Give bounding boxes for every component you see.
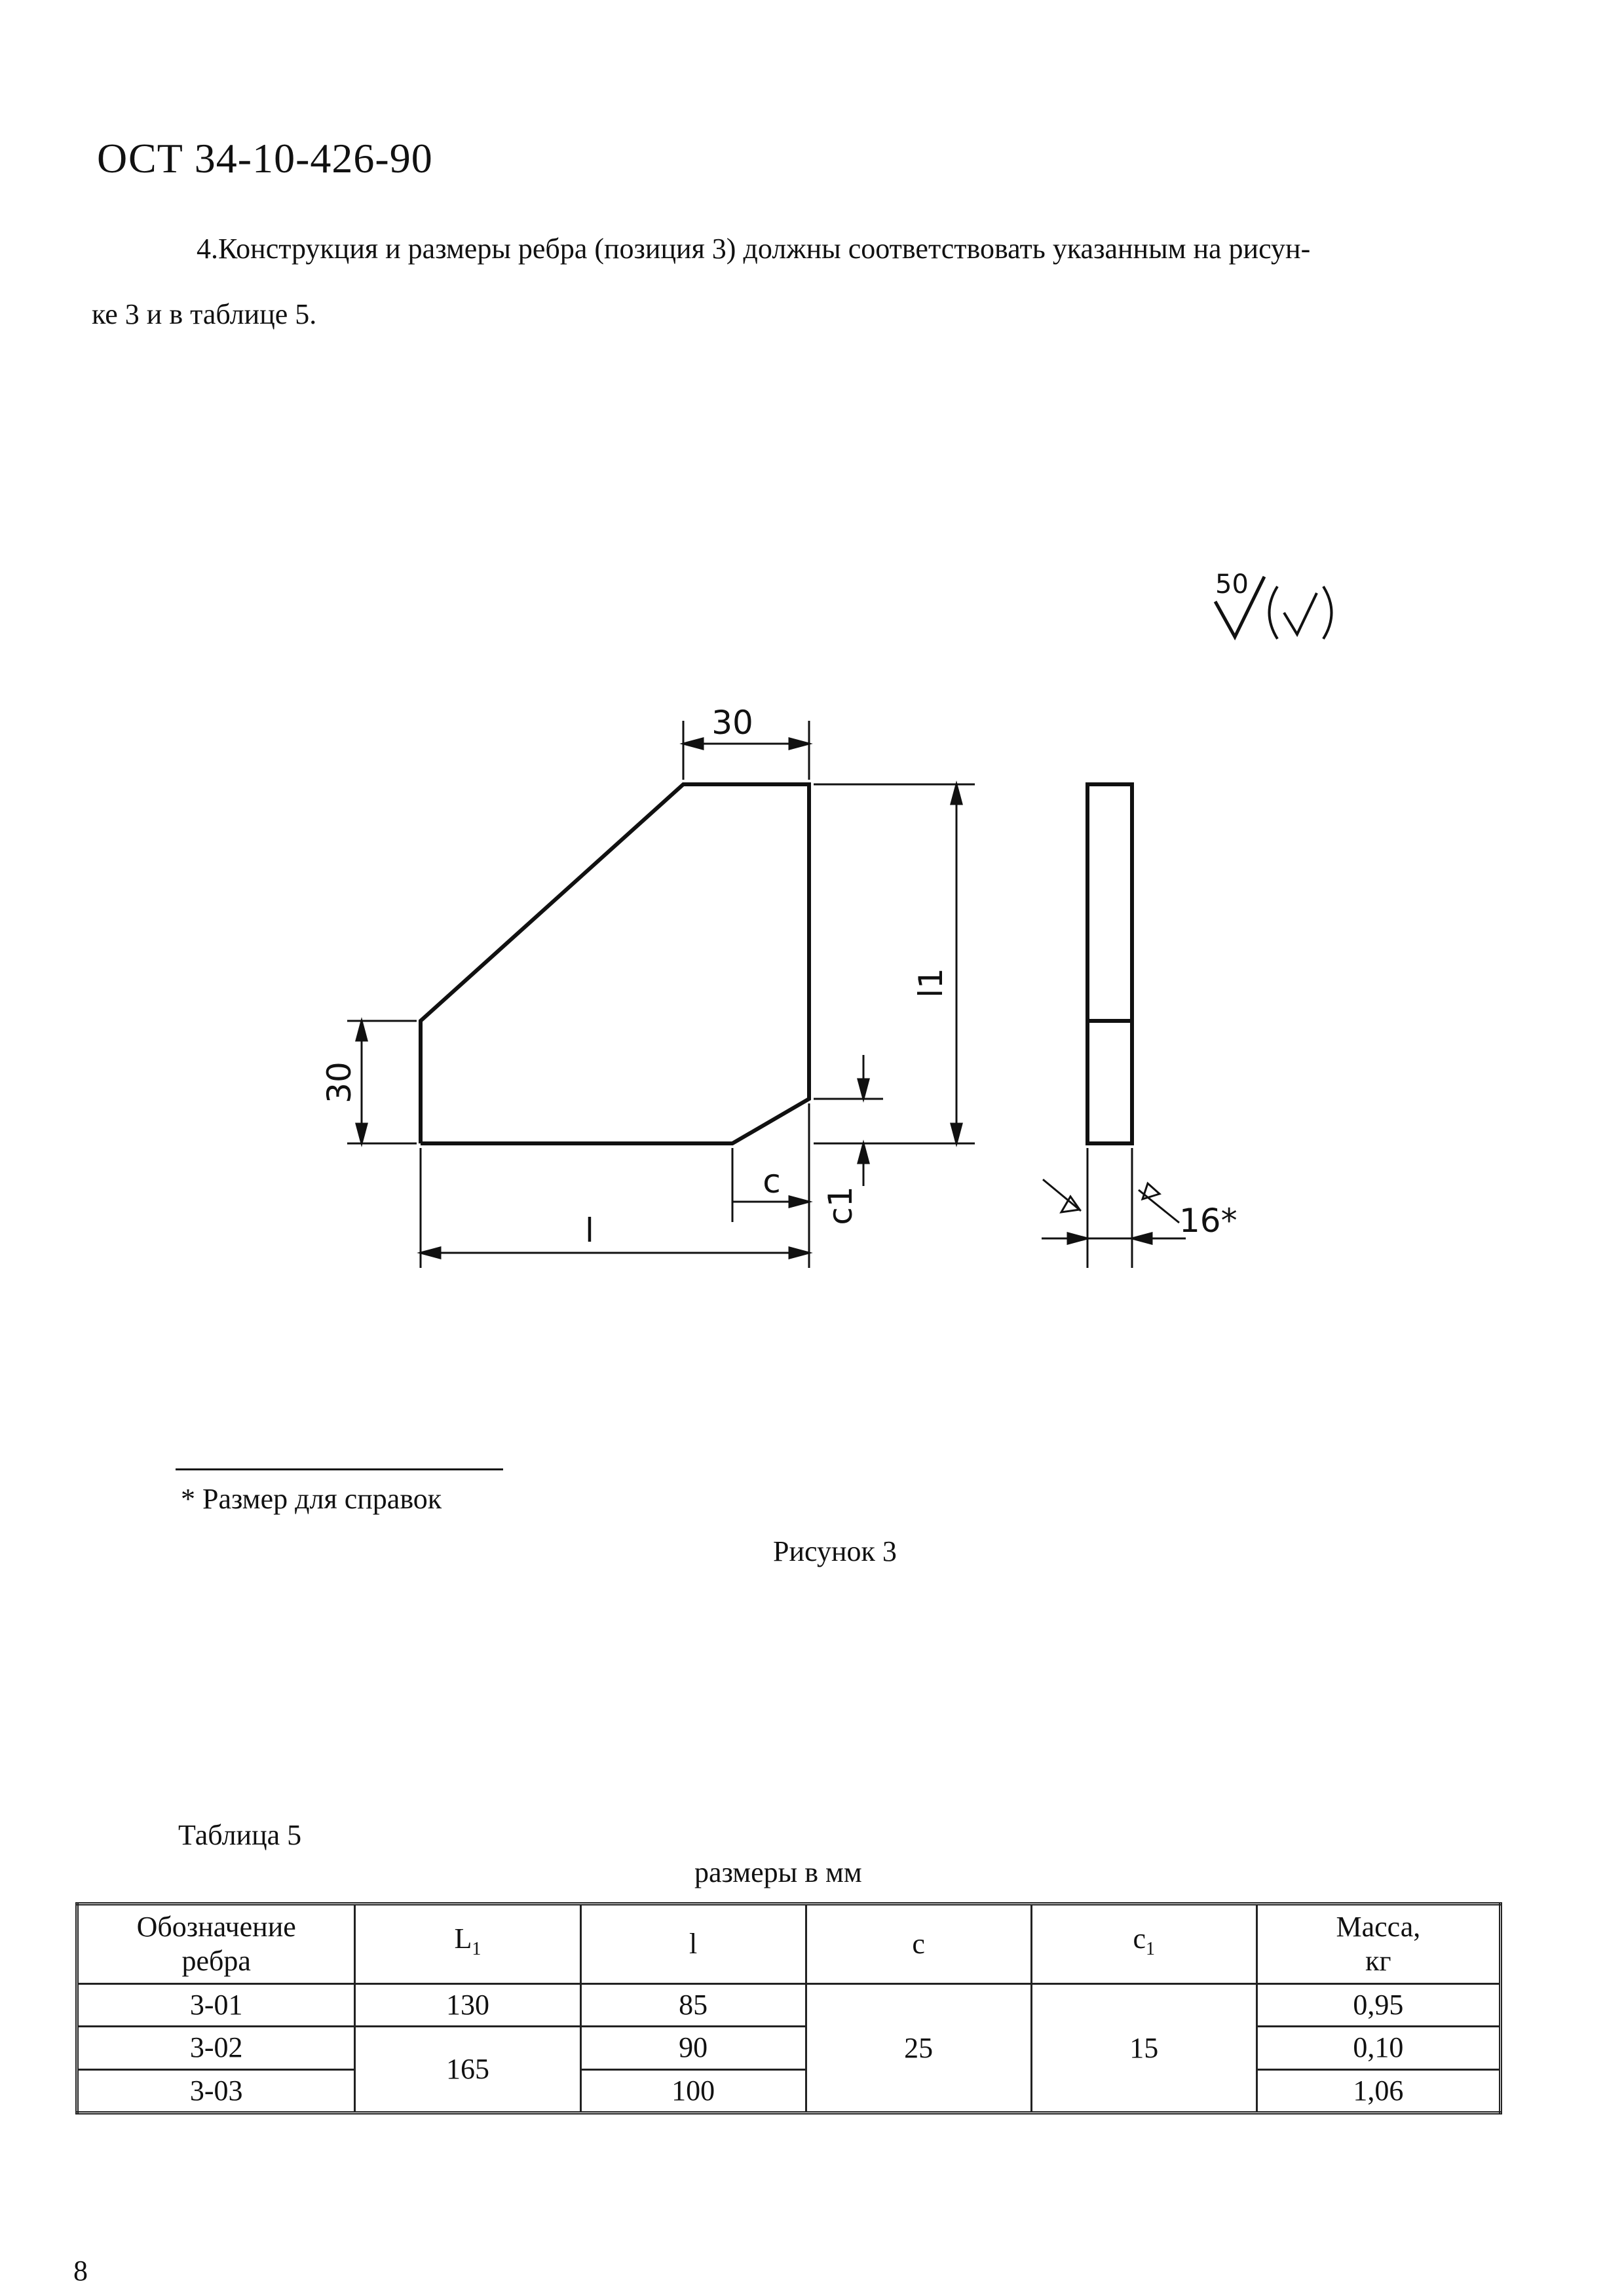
thickness-dimension — [1042, 1148, 1186, 1268]
dim-label-c1: c1 — [821, 1186, 859, 1225]
cell-mass: 1,06 — [1256, 2069, 1500, 2113]
arrow-top-30-left — [683, 738, 703, 749]
rib-dimensions-table — [75, 1902, 1502, 2114]
table-row — [77, 1984, 1501, 2027]
header-c: c — [806, 1904, 1031, 1984]
roughness-symbol — [1215, 569, 1332, 639]
cell-mass: 0,95 — [1256, 1984, 1500, 2027]
rib-side-view — [1087, 784, 1132, 1143]
roughness-value: 50 — [1215, 569, 1249, 600]
arrow-c1-bottom — [858, 1143, 869, 1163]
cell-l: 100 — [580, 2069, 806, 2113]
cell-l: 85 — [580, 1984, 806, 2027]
cell-designation: 3-03 — [77, 2069, 355, 2113]
weld-mark-right-triangle — [1142, 1183, 1160, 1199]
arrow-left-30-top — [356, 1021, 367, 1041]
paragraph-line-2: ке 3 и в таблице 5. — [92, 298, 317, 330]
arrow-c1-top — [858, 1079, 869, 1099]
header-L1: $L_1$ — [355, 1904, 580, 1984]
page-number: 8 — [73, 2255, 88, 2287]
cell-designation: 3-02 — [77, 2027, 355, 2069]
table-title: Таблица 5 — [178, 1819, 302, 1851]
arrow-l-left — [421, 1248, 440, 1258]
dim-label-c: c — [763, 1162, 781, 1200]
arrow-left-30-bottom — [356, 1124, 367, 1143]
footnote-rule — [176, 1468, 503, 1470]
table-row — [77, 2027, 1501, 2069]
table-header-row — [77, 1904, 1501, 1984]
header-designation: Обозначение ребра — [77, 1904, 355, 1984]
header-mass: Масса, кг — [1256, 1904, 1500, 1984]
weld-mark-left-leader — [1043, 1179, 1081, 1211]
cell-mass: 0,10 — [1256, 2027, 1500, 2069]
cell-L1-merged: 165 — [355, 2027, 580, 2113]
cell-designation: 3-01 — [77, 1984, 355, 2027]
table-row — [77, 2069, 1501, 2113]
weld-mark-left-triangle — [1061, 1196, 1080, 1212]
document-code: ОСТ 34-10-426-90 — [97, 135, 433, 182]
side-view-body — [1087, 784, 1132, 1143]
cell-c-merged: 25 — [806, 1984, 1031, 2113]
footnote: * Размер для справок — [181, 1483, 442, 1515]
arrow-l1-bottom — [951, 1124, 962, 1143]
header-l: l — [580, 1904, 806, 1984]
cell-c1-merged: 15 — [1031, 1984, 1256, 2113]
rib-front-outline — [421, 784, 809, 1143]
arrow-l-right — [789, 1248, 809, 1258]
arrow-thickness-right — [1132, 1233, 1152, 1244]
arrow-thickness-left — [1068, 1233, 1087, 1244]
cell-l: 90 — [580, 2027, 806, 2069]
arrow-c-right — [789, 1196, 809, 1207]
dim-label-top-30: 30 — [711, 704, 753, 742]
arrow-l1-top — [951, 784, 962, 804]
paragraph-line-1-text: 4.Конструкция и размеры ребра (позиция 3) должны соответствовать указанным на рисун- — [197, 233, 1311, 265]
roughness-paren-check-icon — [1270, 586, 1332, 639]
arrow-top-30-right — [789, 738, 809, 749]
rib-front-view-outline — [421, 784, 809, 1143]
dim-label-l1: l1 — [912, 968, 950, 998]
header-c1: $c_1$ — [1031, 1904, 1256, 1984]
dim-label-left-30: 30 — [320, 1062, 358, 1103]
dim-label-thickness: 16* — [1179, 1202, 1237, 1240]
table-units: размеры в мм — [694, 1856, 862, 1888]
figure-caption: Рисунок 3 — [773, 1535, 897, 1567]
dim-label-l: l — [585, 1212, 594, 1250]
cell-L1: 130 — [355, 1984, 580, 2027]
